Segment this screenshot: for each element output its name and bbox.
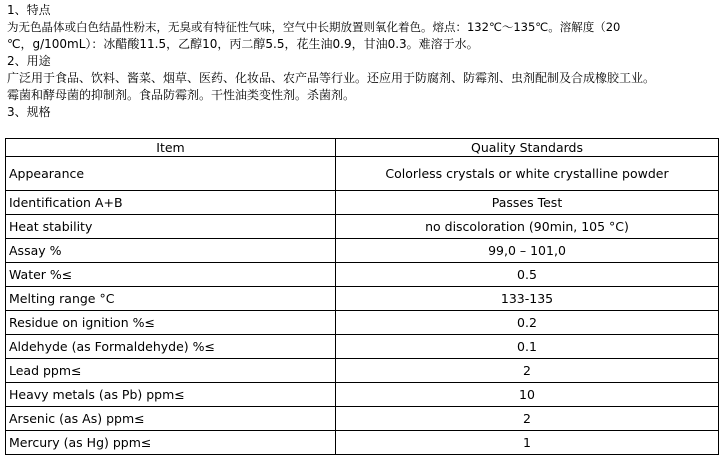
header-quality-standards: Quality Standards bbox=[336, 139, 719, 157]
row-item: Heavy metals (as Pb) ppm≤ bbox=[6, 383, 336, 407]
table-row bbox=[6, 287, 719, 311]
row-standard: no discoloration (90min, 105 °C) bbox=[336, 215, 719, 239]
table-row bbox=[6, 359, 719, 383]
row-standard: 133-135 bbox=[336, 287, 719, 311]
document bbox=[7, 2, 719, 121]
row-item: Lead ppm≤ bbox=[6, 359, 336, 383]
row-item: Heat stability bbox=[6, 215, 336, 239]
table-row bbox=[6, 383, 719, 407]
section-2-line-1: 广泛用于食品、饮料、酱菜、烟草、医药、化妆品、农产品等行业。还应用于防腐剂、防霉剂、虫剂配制及合成橡胶工业。 bbox=[7, 71, 656, 85]
row-standard: 10 bbox=[336, 383, 719, 407]
table-row bbox=[6, 431, 719, 455]
section-1-line-2: ℃，g/100mL）：冰醋酸11.5，乙醇10，丙二醇5.5，花生油0.9，甘油0.3。难溶于水。 bbox=[7, 37, 479, 51]
header-item: Item bbox=[6, 139, 336, 157]
row-item: Identification A+B bbox=[6, 191, 336, 215]
row-standard: Passes Test bbox=[336, 191, 719, 215]
table-row bbox=[6, 191, 719, 215]
row-item: Mercury (as Hg) ppm≤ bbox=[6, 431, 336, 455]
row-standard: 0.5 bbox=[336, 263, 719, 287]
row-standard: 0.2 bbox=[336, 311, 719, 335]
row-item: Melting range °C bbox=[6, 287, 336, 311]
table-row bbox=[6, 335, 719, 359]
table-row bbox=[6, 263, 719, 287]
row-item: Appearance bbox=[6, 157, 336, 191]
section-3-heading: 3、规格 bbox=[7, 105, 51, 119]
row-item: Assay % bbox=[6, 239, 336, 263]
table-row bbox=[6, 239, 719, 263]
table-header-row bbox=[6, 139, 719, 157]
table-row bbox=[6, 157, 719, 191]
table-row bbox=[6, 215, 719, 239]
section-1-line-1: 为无色晶体或白色结晶性粉末，无臭或有特征性气味，空气中长期放置则氧化着色。熔点：132℃～135℃。溶解度（20 bbox=[7, 20, 621, 34]
row-item: Arsenic (as As) ppm≤ bbox=[6, 407, 336, 431]
row-item: Water %≤ bbox=[6, 263, 336, 287]
table-row bbox=[6, 407, 719, 431]
row-standard: 2 bbox=[336, 359, 719, 383]
section-1-heading: 1、特点 bbox=[7, 3, 51, 17]
row-item: Residue on ignition %≤ bbox=[6, 311, 336, 335]
table-row bbox=[6, 311, 719, 335]
row-standard: Colorless crystals or white crystalline powder bbox=[336, 157, 719, 191]
row-standard: 2 bbox=[336, 407, 719, 431]
section-2-heading: 2、用途 bbox=[7, 54, 51, 68]
specification-table bbox=[5, 138, 719, 455]
row-item: Aldehyde (as Formaldehyde) %≤ bbox=[6, 335, 336, 359]
row-standard: 99,0 – 101,0 bbox=[336, 239, 719, 263]
section-2-line-2: 霉菌和酵母菌的抑制剂。食品防霉剂。干性油类变性剂。杀菌剂。 bbox=[7, 88, 356, 102]
row-standard: 1 bbox=[336, 431, 719, 455]
row-standard: 0.1 bbox=[336, 335, 719, 359]
